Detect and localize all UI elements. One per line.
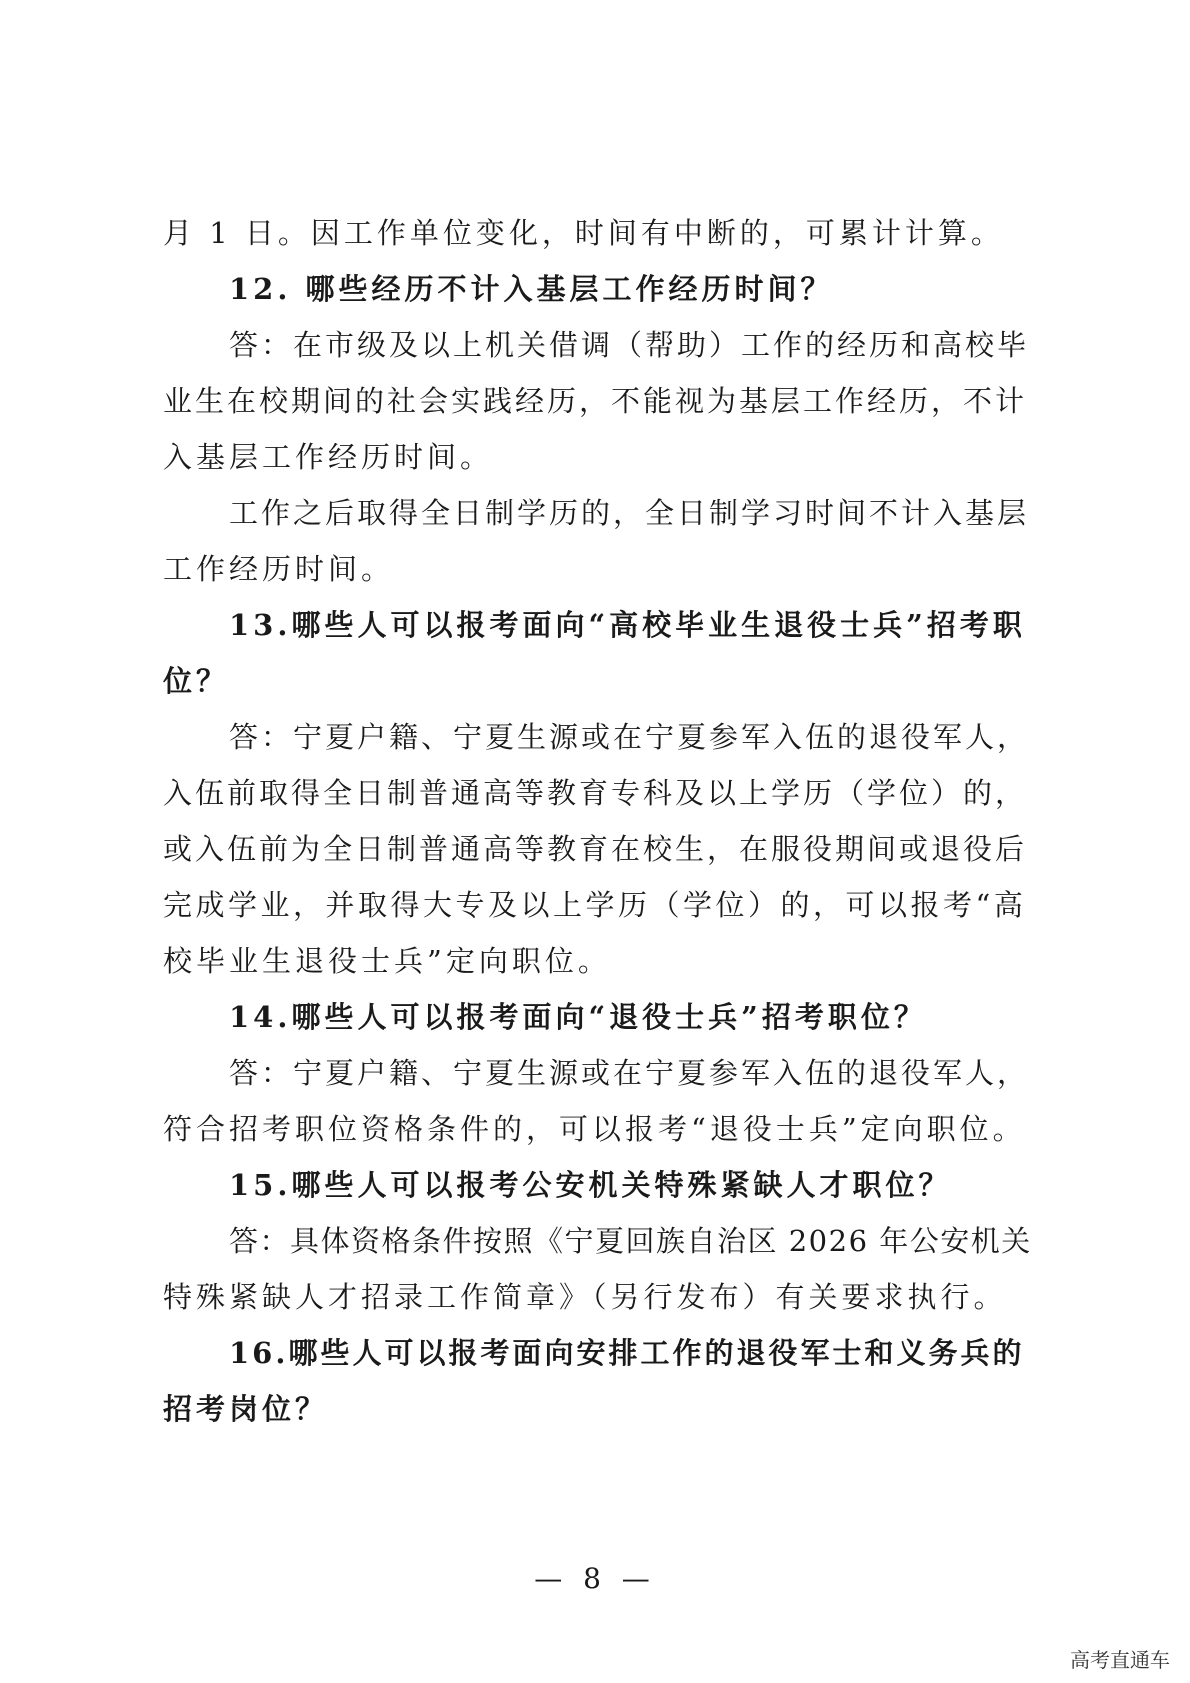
text-line: 特殊紧缺人才招录工作简章》（另行发布）有关要求执行。: [163, 1280, 1007, 1314]
text-line: 入基层工作经历时间。: [163, 440, 494, 474]
document-body: [163, 205, 1035, 1437]
question-heading: 16.哪些人可以报考面向安排工作的退役军士和义务兵的: [229, 1336, 1025, 1370]
text-line: 答：具体资格条件按照《宁夏回族自治区 2026 年公安机关: [229, 1224, 1032, 1258]
text-line: 工作经历时间。: [163, 552, 395, 586]
text-line: 答：宁夏户籍、宁夏生源或在宁夏参军入伍的退役军人，: [229, 1056, 1030, 1090]
text-line: 符合招考职位资格条件的，可以报考“退役士兵”定向职位。: [163, 1112, 1026, 1146]
question-heading: 12. 哪些经历不计入基层工作经历时间？: [229, 272, 834, 306]
text-line: 或入伍前为全日制普通高等教育在校生，在服役期间或退役后: [163, 832, 1028, 866]
question-heading: 15.哪些人可以报考公安机关特殊紧缺人才职位？: [229, 1168, 952, 1202]
page-number: — 8 —: [534, 1562, 656, 1595]
text-line: 业生在校期间的社会实践经历，不能视为基层工作经历，不计: [163, 384, 1028, 418]
question-heading: 14.哪些人可以报考面向“退役士兵”招考职位？: [229, 1000, 927, 1034]
text-line: 工作之后取得全日制学历的，全日制学习时间不计入基层: [229, 496, 1030, 530]
question-heading: 位？: [163, 664, 230, 698]
text-line: 月 1 日。因工作单位变化，时间有中断的，可累计计算。: [163, 216, 1004, 250]
watermark-label: 高考直通车: [1070, 1648, 1170, 1672]
text-line: 答：在市级及以上机关借调（帮助）工作的经历和高校毕: [229, 328, 1030, 362]
question-heading: 招考岗位？: [163, 1392, 329, 1426]
text-line: 校毕业生退役士兵”定向职位。: [163, 944, 611, 978]
text-line: 完成学业，并取得大专及以上学历（学位）的，可以报考“高: [163, 888, 1027, 922]
question-heading: 13.哪些人可以报考面向“高校毕业生退役士兵”招考职: [229, 608, 1026, 642]
text-line: 答：宁夏户籍、宁夏生源或在宁夏参军入伍的退役军人，: [229, 720, 1030, 754]
text-line: 入伍前取得全日制普通高等教育专科及以上学历（学位）的，: [163, 776, 1028, 810]
